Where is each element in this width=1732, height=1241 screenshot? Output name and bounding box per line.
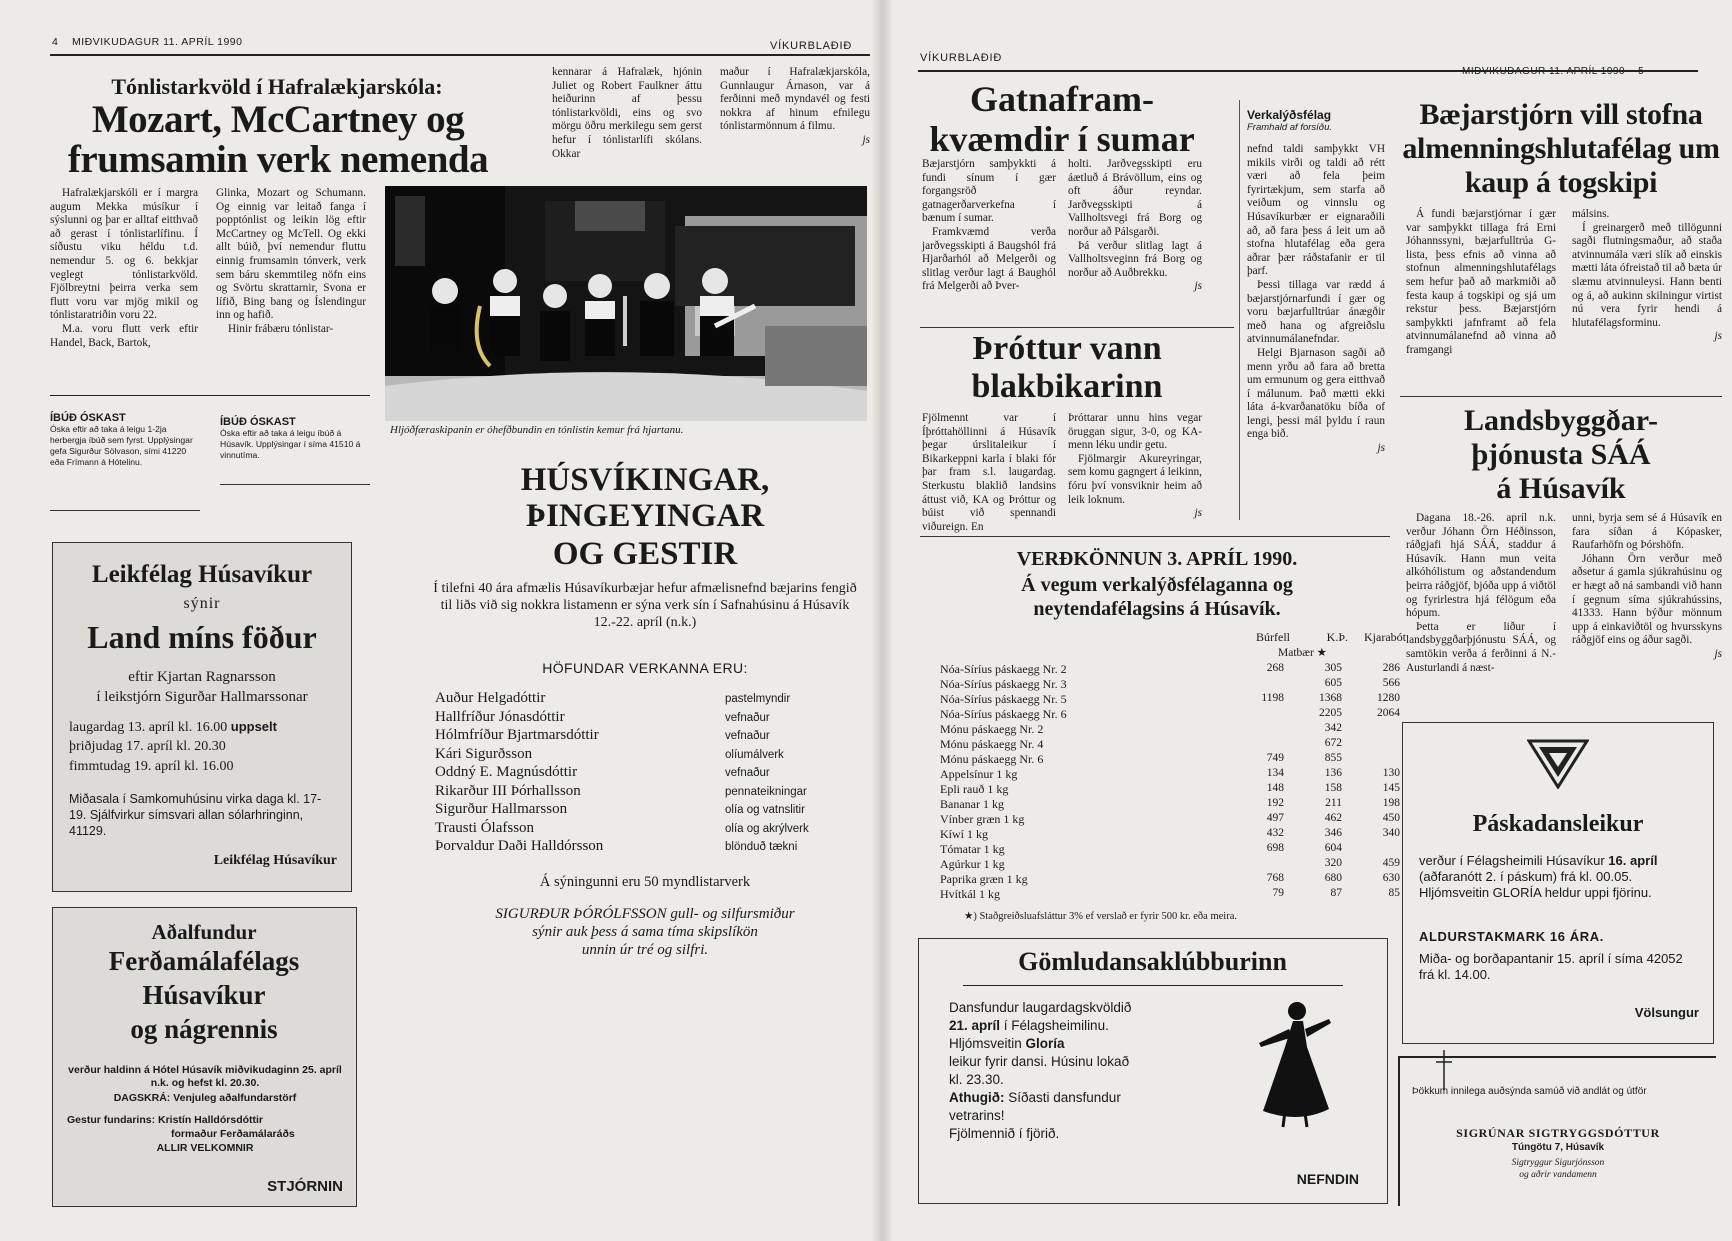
- price-cell: 1280: [1377, 692, 1400, 704]
- price-cell: 130: [1382, 767, 1400, 779]
- price-cell: 145: [1382, 782, 1400, 794]
- price-row-item: Nóa-Síríus páskaegg Nr. 3: [940, 677, 1067, 691]
- volley-rule: [920, 536, 1390, 537]
- classified-1: [50, 412, 198, 468]
- price-cell: 630: [1382, 872, 1400, 884]
- artist-name: Auður Helgadóttir: [435, 690, 546, 706]
- price-cell: 268: [1266, 662, 1284, 674]
- artist-row: [435, 801, 855, 819]
- concert-col2: Glinka, Mozart og Schumann. Og einnig var leitað fanga í popptónlist og leikin lög eftir McCartney og McTell. Og ekki allt búið, því nemendur fluttu einnig frumsamin tónverk, verk sem báru skemmtileg nöfn eins og Svörtu skrattarnir, Svona er lífið, Bing bang og Íslendingur inn og hafið. Hinir frábæru tónlistar-: [216, 187, 366, 335]
- artist-medium: pastelmyndir: [725, 693, 791, 705]
- left-top-rule: [50, 54, 870, 56]
- price-cell: 305: [1324, 662, 1342, 674]
- right-masthead: VÍKURBLAÐIÐ: [920, 52, 1003, 64]
- volley-h2: blakbikarinn: [971, 368, 1163, 405]
- union-title: Verkalýðsfélag: [1247, 108, 1332, 122]
- left-folio: 4 MIÐVIKUDAGUR 11. APRÍL 1990: [52, 36, 243, 48]
- artist-name: Sigurður Hallmarsson: [435, 801, 568, 817]
- price-row-item: Mónu páskaegg Nr. 2: [940, 722, 1044, 736]
- price-cell: 1198: [1261, 692, 1284, 704]
- artist-name: Hallfríður Jónasdóttir: [435, 708, 565, 725]
- leikfelag-author: eftir Kjartan Ragnarsson: [128, 669, 276, 685]
- price-row-item: Vínber græn 1 kg: [940, 812, 1025, 826]
- thanks-addr: Túngötu 7, Húsavík: [1511, 1142, 1605, 1153]
- saa-col2: unni, byrja sem sé á Húsavík en fara síðan á Kópasker, Raufarhöfn og Þórshöfn. Jóhann Örn verður með aðsetur á gamla sjúkrahúsinu og er hægt að ná sambandi við hann í gegnum síma sjúkrahússins, 41333. Hann býður mönnum upp á einkaviðtöl og hvursskyns ráðgjöf eins og áður sagði. js: [1572, 512, 1722, 660]
- thanks-name: SIGRÚNAR SIGTRYGGSDÓTTUR: [1456, 1126, 1660, 1140]
- price-cell: 566: [1382, 677, 1400, 689]
- right-top-rule: [918, 70, 1698, 72]
- price-row-item: Appelsínur 1 kg: [940, 767, 1018, 781]
- union-divider: [1239, 100, 1240, 520]
- price-cell: 672: [1324, 737, 1342, 749]
- artist-row: [435, 690, 855, 708]
- volley-col2: Þróttarar unnu hins vegar öruggan sigur, 3-0, og KA-menn léku undir getu. Fjölmargir Akureyringar, sem komu gagngert á leikinn, fóru því vonsviknir heim að leik loknum. js: [1068, 412, 1202, 520]
- price-cell: 768: [1266, 872, 1284, 884]
- adalfundur-l3: Húsavíkur: [142, 980, 266, 1010]
- price-row-item: Bananar 1 kg: [940, 797, 1004, 811]
- price-cell: 459: [1382, 857, 1400, 869]
- price-row-item: Nóa-Síríus páskaegg Nr. 2: [940, 662, 1067, 676]
- cross-icon: [1436, 1050, 1452, 1090]
- leikfelag-director: í leikstjórn Sigurðar Hallmarssonar: [96, 689, 308, 705]
- price-row-item: Paprika græn 1 kg: [940, 872, 1028, 886]
- concert-bottom-rule: [50, 395, 370, 396]
- classified-1-text: Óska eftir að taka á leigu 1-2ja herbergja íbúð sem fyrst. Upplýsingar gefa Sigurður Sölvason, sími 41220 eða Frímann á Hótelinu.: [50, 424, 193, 467]
- easter-dance-ad: [1402, 722, 1714, 1044]
- price-cell: 158: [1324, 782, 1342, 794]
- price-cell: 79: [1272, 887, 1284, 899]
- volley-h1: Þróttur vann: [972, 330, 1162, 367]
- leikfelag-play: Land míns föður: [87, 619, 317, 655]
- dance-club-sig: NEFNDIN: [1296, 1171, 1359, 1187]
- thanks-f1: Sigtryggur Sigurjónsson: [1511, 1158, 1605, 1168]
- price-col-header: Kjarabót: [1364, 630, 1406, 644]
- concert-col4: maður í Hafralækjarskóla, Gunnlaugur Árnason, var á ferðinni með myndavél og festi nokkra af hinum efnilegu tónlistarmönnum á filmu. js: [720, 66, 870, 146]
- classified-1-rule: [50, 510, 200, 511]
- adalfundur-d1: verður haldinn á Hótel Húsavík miðvikudaginn 25. apríl n.k. og hefst kl. 20.30.: [68, 1064, 342, 1089]
- classified-2: [220, 416, 370, 461]
- price-cell: 698: [1266, 842, 1284, 854]
- page-gutter: [872, 0, 892, 1241]
- artist-name: Kári Sigurðsson: [435, 745, 533, 762]
- artist-name: Rikarður III Þórhallsson: [435, 782, 581, 799]
- volley-col1: Fjölmennt var í Íþróttahöllinni á Húsavík þegar úrslitaleikur í Bikarkeppni karla í blaki fór þar fram s.l. laugardag. Sterkustu blaklið landsins áttust við, KA og Þróttur og búist við spennandi viðureign. En: [922, 412, 1056, 533]
- concert-photo: [385, 186, 867, 421]
- leikfelag-presents: sýnir: [183, 595, 221, 612]
- right-page: [882, 0, 1732, 1241]
- price-cell: 87: [1330, 887, 1342, 899]
- dance-club-title: Gömludansaklúbburinn: [1018, 947, 1287, 976]
- easter-sig: Völsungur: [1634, 1005, 1699, 1020]
- exhibit-intro: Í tilefni 40 ára afmælis Húsavíkurbæjar hefur afmælisnefnd bæjarins fengið til liðs við sig nokkra listamenn er sýna verk sín í Safnahúsinu á Húsavík 12.-22. apríl (n.k.): [433, 581, 857, 630]
- price-row-item: Kíwí 1 kg: [940, 827, 988, 841]
- price-cell: 85: [1388, 887, 1400, 899]
- price-cell: 342: [1324, 722, 1342, 734]
- price-cell: 148: [1266, 782, 1284, 794]
- price-row-item: Epli rauð 1 kg: [940, 782, 1009, 796]
- adalfundur-sig: STJÓRNIN: [267, 1178, 343, 1195]
- classified-2-text: Óska eftir að taka á leigu íbúð á Húsavík. Upplýsingar í síma 41510 á vinnutíma.: [220, 428, 361, 460]
- artist-medium: olíumálverk: [725, 748, 784, 761]
- artist-name: Þorvaldur Daði Halldórsson: [435, 838, 604, 854]
- price-row-item: Mónu páskaegg Nr. 6: [940, 752, 1044, 766]
- council-headline: Bæjarstjórn vill stofna almenningshlutafélag um kaup á togskipi: [1402, 98, 1720, 199]
- price-row-item: Hvítkál 1 kg: [940, 887, 1000, 901]
- price-cell: 855: [1324, 752, 1342, 764]
- price-col-header: Búrfell: [1256, 630, 1290, 644]
- artist-row: [435, 838, 855, 856]
- artist-medium: pennateikningar: [725, 785, 807, 798]
- price-row-item: Tómatar 1 kg: [940, 842, 1005, 856]
- artist-row: [435, 820, 855, 838]
- easter-age: ALDURSTAKMARK 16 ÁRA.: [1419, 929, 1604, 944]
- streets-col1: Bæjarstjórn samþykkti á fundi sínum í gær forgangsröð gatnagerðarverkefna í bænum í sumar. Framkvæmd verða jarðvegsskipti á Baugshól frá Hjarðarhól að Melgerði og slitlag verður lagt á Baughól frá Melgerði að Þver-: [922, 158, 1056, 293]
- classified-2-rule: [220, 484, 370, 485]
- artist-name: Trausti Ólafsson: [435, 819, 535, 836]
- streets-h2: kvæmdir í sumar: [929, 119, 1195, 159]
- adalfundur-ad: [52, 907, 357, 1207]
- exhibit-gold1: SIGURÐUR ÞÓRÓLFSSON gull- og silfursmiður: [495, 906, 795, 922]
- price-cell: 198: [1382, 797, 1400, 809]
- union-article: Verkalýðsfélag Framhald af forsíðu. nefnd taldi samþykkt VH mikils virði og taldi að rétt væri að fela þeim fyrirtækjum, sem starfa að veiðum og vinnslu og Húsavíkurbær er eignaraðili að, að fara þess á leit um að stofna hlutafélag eða gera aðrar þær ráðstafanir er til þarf. Þessi tillaga var rædd á bæjarstjórnarfundi í gær og voru bæjarfulltrúar ánægðir með hana og afgreiðslu atvinnumálanefndar. Helgi Bjarnason sagði að menn yrðu að fara að bretta um ermunum og gera eitthvað í málunum. Það mætti ekki láta á-kvarðanatöku bíða of lengi, þessi mál þyldu í raun enga bið. js: [1247, 108, 1385, 455]
- price-cell: 340: [1382, 827, 1400, 839]
- artist-row: [435, 727, 855, 745]
- price-subheader: Matbær ★: [1278, 647, 1327, 659]
- council-col2: málsins. Í greinargerð með tillögunni sagði flutningsmaður, að staða atvinnumála væri slík að einskis mætti láta ófreistað til að bæta úr slæmu atvinnuleysi. Hann benti og á, að aukinn skilningur virtist nú vera fyrir hendi á hlutafélagsforminu. js: [1572, 208, 1722, 343]
- adalfundur-d3: Gestur fundarins: Kristín Halldórsdóttir: [67, 1114, 264, 1126]
- concert-col3: kennarar á Hafralæk, hjónin Juliet og Robert Faulkner áttu heiðurinn af þessu tónlistarkvöldi, eins og svo mörgu öðru merkilegu sem gerst hefur í tónlistarlífi skólans. Okkar: [552, 66, 702, 160]
- price-cell: 136: [1324, 767, 1342, 779]
- streets-col2: holti. Jarðvegsskipti eru áætluð á Brávöllum, eins og oft áður reyndar. Jarðvegsskipti á Vallholtsvegi frá Borg og norður að Pálsgarði. Þá verður slitlag lagt á Vallholtsveginn frá Borg og norður að Auðbrekku. js: [1068, 158, 1202, 293]
- leikfelag-show3: fimmtudag 19. apríl kl. 16.00: [69, 759, 234, 774]
- council-col1: Á fundi bæjarstjórnar í gær var samþykkt tillaga frá Erni Jóhannssyni, bæjarfulltrúa G-lista, þess efnis að vinna að stofnun almenningshlutafélags sem hefur það að markmiði að festa kaup á togskipi og sjá um rekstur þess. Bæjarstjórn samþykkti jafnframt að fela atvinnumálanefnd að vinna að framgangi: [1406, 208, 1556, 356]
- exhibit-ad: [425, 450, 865, 1210]
- price-cell: 211: [1325, 797, 1342, 809]
- exhibit-gold2: sýnir auk þess á sama tíma skipslíkön: [532, 924, 758, 940]
- adalfundur-l2: Ferðamálafélags: [108, 946, 300, 976]
- artist-row: [435, 709, 855, 727]
- artist-row: [435, 746, 855, 764]
- concert-kicker: Tónlistarkvöld í Hafralækjarskóla:: [111, 74, 443, 99]
- price-cell: 497: [1266, 812, 1284, 824]
- thanks-text: Þökkum innilega auðsýnda samúð við andlát og útför: [1412, 1086, 1647, 1097]
- exhibit-h2: ÞINGEYINGAR: [525, 498, 765, 534]
- dance-club-body: Dansfundur laugardagskvöldið 21. apríl í Félagsheimilinu. Hljómsveitin Gloría leikur fyrir dansi. Húsinu lokað kl. 23.30. Athugið: Síðasti dansfundur vetrarins! Fjölmennið í fjörið.: [949, 1000, 1132, 1141]
- price-row-item: Nóa-Síríus páskaegg Nr. 5: [940, 692, 1067, 706]
- dance-club-ad: [918, 938, 1388, 1204]
- photo-caption: Hljóðfæraskipanin er óhefðbundin en tónlistin kemur frá hjartanu.: [390, 424, 684, 436]
- thanks-f2: og aðrir vandamenn: [1519, 1170, 1597, 1180]
- easter-title: Páskadansleikur: [1472, 811, 1644, 837]
- price-cell: 450: [1382, 812, 1400, 824]
- union-cont: Framhald af forsíðu.: [1247, 122, 1333, 133]
- leikfelag-signature: Leikfélag Húsavíkur: [213, 853, 337, 868]
- exhibit-count: Á sýningunni eru 50 myndlistarverk: [539, 874, 751, 890]
- price-cell: 749: [1266, 752, 1284, 764]
- price-cell: 2064: [1377, 707, 1400, 719]
- exhibit-h3: OG GESTIR: [552, 536, 738, 572]
- price-row-item: Nóa-Síríus páskaegg Nr. 6: [940, 707, 1067, 721]
- price-cell: 432: [1266, 827, 1284, 839]
- saa-h1: Landsbyggðar-: [1464, 404, 1658, 437]
- price-cell: 346: [1324, 827, 1342, 839]
- price-sub2: neytendafélagsins á Húsavík.: [1033, 598, 1281, 620]
- adalfundur-d2: DAGSKRÁ: Venjuleg aðalfundarstörf: [113, 1092, 297, 1104]
- leikfelag-show2: þriðjudag 17. apríl kl. 20.30: [69, 739, 226, 754]
- thanks-notice: [1398, 1056, 1716, 1206]
- exhibit-gold3: unnin úr tré og silfri.: [581, 942, 709, 958]
- classified-1-title: ÍBÚÐ ÓSKAST: [50, 412, 126, 424]
- price-cell: 605: [1324, 677, 1342, 689]
- price-footnote: ★) Staðgreiðsluafsláttur 3% ef verslað er fyrir 500 kr. eða meira.: [964, 911, 1237, 922]
- artist-medium: blönduð tækni: [725, 841, 798, 853]
- price-cell: 604: [1324, 842, 1342, 854]
- price-cell: 286: [1382, 662, 1400, 674]
- price-title: VERÐKÖNNUN 3. APRÍL 1990.: [1016, 548, 1298, 570]
- adalfundur-l1: Aðalfundur: [151, 920, 257, 944]
- artist-name: Hólmfríður Bjartmarsdóttir: [435, 727, 599, 743]
- artist-name: Oddný E. Magnúsdóttir: [435, 764, 578, 780]
- streets-h1: Gatnafram-: [970, 79, 1154, 119]
- dance-club-title-rule: [963, 985, 1343, 986]
- exhibit-artists-title: HÖFUNDAR VERKANNA ERU:: [542, 660, 748, 676]
- concert-photo-image: [385, 186, 867, 421]
- price-cell: 1368: [1319, 692, 1342, 704]
- price-cell: 320: [1324, 857, 1342, 869]
- saa-h3: á Húsavík: [1496, 472, 1626, 505]
- price-row-item: Mónu páskaegg Nr. 4: [940, 737, 1044, 751]
- artist-medium: vefnaður: [725, 767, 770, 779]
- artist-medium: olía og akrýlverk: [725, 822, 809, 835]
- leikfelag-show1: laugardag 13. apríl kl. 16.00 uppselt: [69, 719, 277, 735]
- saa-h2: þjónusta SÁÁ: [1471, 438, 1651, 471]
- concert-headline: Mozart, McCartney og frumsamin verk nemenda: [67, 98, 489, 181]
- artist-medium: olía og vatnslitir: [725, 804, 805, 816]
- streets-rule: [920, 327, 1234, 328]
- artist-medium: vefnaður: [725, 711, 770, 724]
- concert-col1: Hafralækjarskóli er í margra augum Mekka músíkur í sýslunni og þar er alltaf eitthvað að gerast í tónlistarlífinu. Í síðustu viku héldu t.d. nemendur 5. og 6. bekkjar veglegt tónlistarkvöld. Fjölbreytni þeirra verka sem flutt voru var mjög mikil og tónlistaratriðin voru 22. M.a. voru flutt verk eftir Handel, Back, Bartok,: [50, 187, 198, 349]
- exhibit-h1: HÚSVÍKINGAR,: [520, 462, 770, 498]
- adalfundur-d5: ALLIR VELKOMNIR: [156, 1142, 254, 1154]
- right-folio: MIÐVIKUDAGUR 11. APRÍL 1990 5: [1462, 66, 1645, 77]
- price-cell: 680: [1324, 872, 1342, 884]
- price-sub1: Á vegum verkalýðsfélaganna og: [1021, 574, 1293, 596]
- artist-row: [435, 783, 855, 801]
- price-cell: 462: [1324, 812, 1342, 824]
- council-rule: [1400, 396, 1722, 397]
- price-cell: 2205: [1319, 707, 1342, 719]
- left-masthead: VÍKURBLAÐIÐ: [770, 40, 853, 52]
- artist-medium: vefnaður: [725, 730, 770, 742]
- adalfundur-d4: formaður Ferðamálaráðs: [171, 1128, 295, 1140]
- price-cell: 192: [1266, 797, 1284, 809]
- price-row-item: Agúrkur 1 kg: [940, 857, 1005, 871]
- artist-row: [435, 764, 855, 782]
- easter-body: verður í Félagsheimili Húsavíkur 16. apríl (aðfaranótt 2. í páskum) frá kl. 00.05. Hljómsveitin GLORÍA heldur uppi fjörinu.: [1419, 853, 1658, 900]
- leikfelag-tickets: Miðasala í Samkomuhúsinu virka daga kl. 17-19. Sjálfvirkur símsvari allan sólarhringinn, 41129.: [69, 792, 322, 838]
- dancer-silhouette-icon: [1249, 999, 1339, 1129]
- adalfundur-l4: og nágrennis: [130, 1014, 278, 1044]
- classified-2-title: ÍBÚÐ ÓSKAST: [220, 416, 296, 428]
- easter-tickets: Miða- og borðapantanir 15. apríl í síma 42052 frá kl. 14.00.: [1419, 951, 1683, 982]
- price-cell: 134: [1266, 767, 1284, 779]
- saa-col1: Dagana 18.-26. apríl n.k. verður Jóhann Örn Héðinsson, ráðgjafi hjá SÁÁ, staddur á Húsavík. Hann mun veita alkóhólistum og aðstandendum þeirra ráðgjöf, bjóða upp á viðtöl og fyrirlestra hjá félögum eða hópum. Þetta er liður í landsbyggðarþjónustu SÁÁ, og samtökin verða á ferðinni á N.-Austurlandi á næst-: [1406, 512, 1556, 674]
- leikfelag-org: Leikfélag Húsavíkur: [91, 561, 313, 588]
- volsungur-logo-icon: [1527, 737, 1589, 789]
- leikfelag-ad: [52, 542, 352, 892]
- price-col-header: K.Þ.: [1326, 630, 1348, 644]
